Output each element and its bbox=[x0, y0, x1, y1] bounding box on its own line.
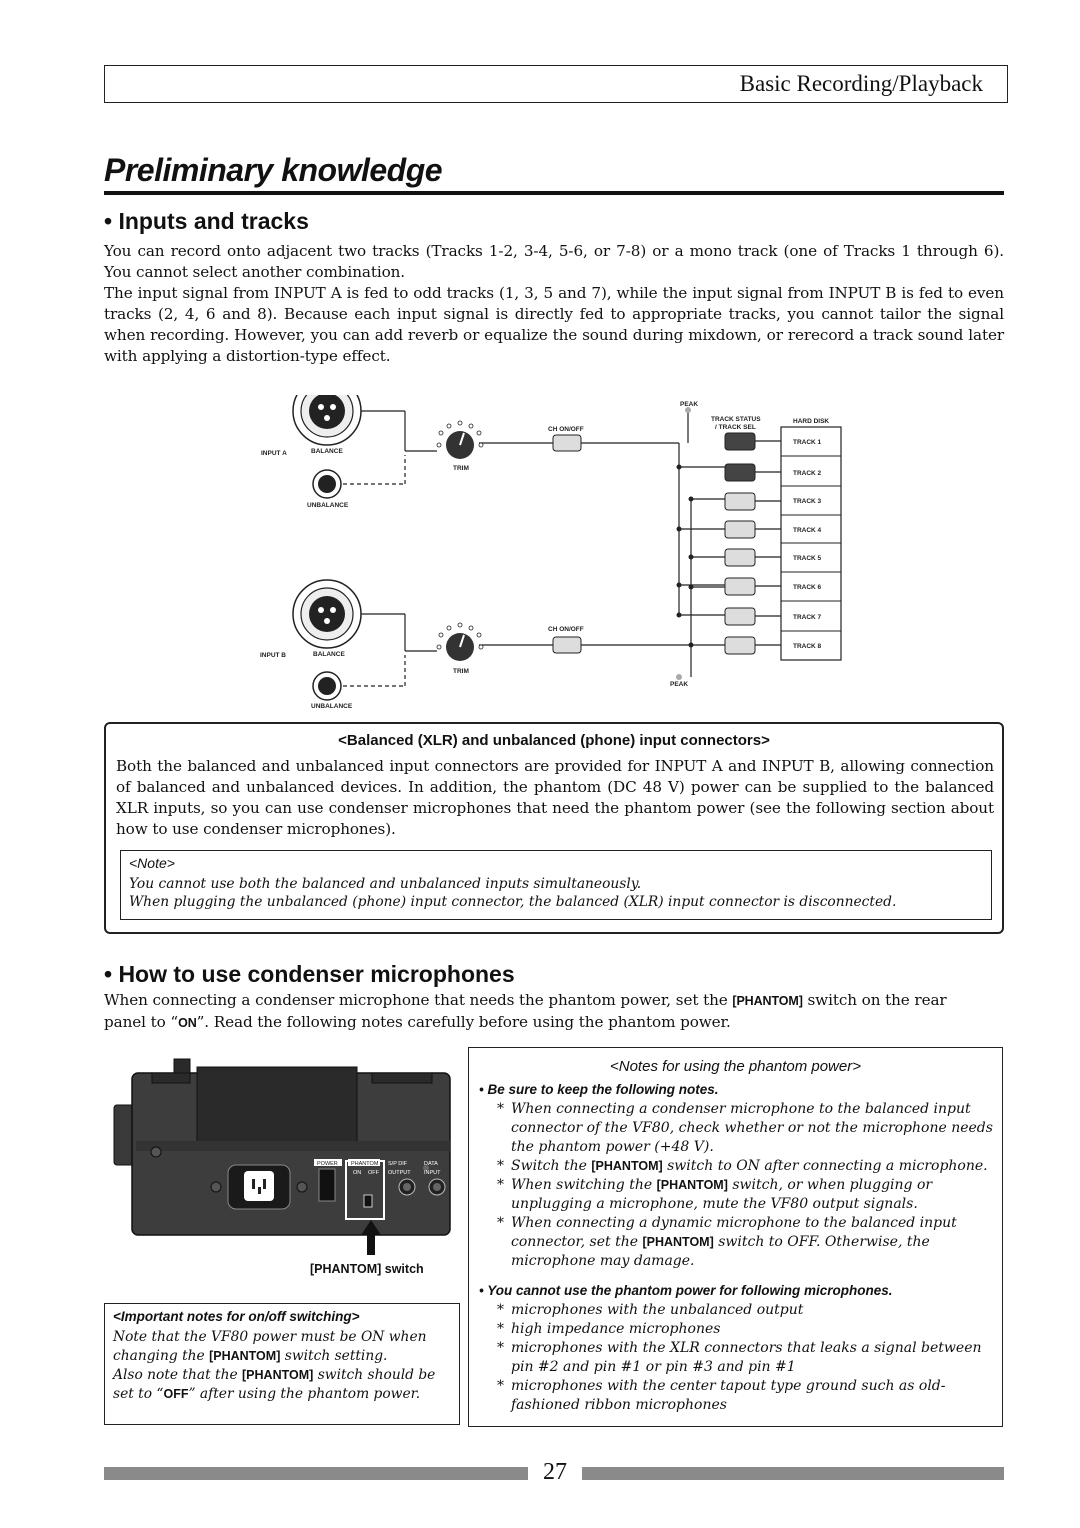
phantom-keyword: [PHANTOM] bbox=[209, 1349, 281, 1363]
track-label: TRACK 6 bbox=[793, 584, 822, 591]
text-run: changing the bbox=[113, 1348, 210, 1364]
phantom-keyword: [PHANTOM] bbox=[642, 1235, 714, 1249]
text-run: When connecting a condenser microphone that needs the phantom power, set the bbox=[104, 991, 733, 1009]
text-run: switch on the rear bbox=[802, 991, 947, 1009]
phantom-notes-title: <Notes for using the phantom power> bbox=[610, 1058, 861, 1075]
paragraph-input-routing: The input signal from INPUT A is fed to odd tracks (1, 3, 5 and 7), while the input signal from INPUT B is fed to even tracks (2, 4, 6 and 8). Because each input signal is directly fed to appropriate tracks, you cannot tailor the signal when recording. However, you can add reverb or equalize the sound during mixdown, or rerecord a track sound later with applying a distortion-type effect. bbox=[104, 284, 1004, 365]
track-label: TRACK 5 bbox=[793, 555, 822, 562]
important-line bbox=[113, 1367, 435, 1383]
rear-power-label: POWER bbox=[317, 1161, 338, 1167]
input-a-label: INPUT A bbox=[261, 450, 287, 457]
important-line: Note that the VF80 power must be ON when bbox=[113, 1329, 427, 1345]
text-run: switch to ON after connecting a microphone. bbox=[662, 1158, 988, 1174]
note-line: You cannot use both the balanced and unbalanced inputs simultaneously. bbox=[129, 876, 642, 892]
heading-inputs-and-tracks: • Inputs and tracks bbox=[104, 208, 309, 234]
signal-flow-diagram bbox=[255, 395, 855, 715]
title-rule bbox=[104, 191, 1004, 195]
phantom-note-line bbox=[511, 1234, 930, 1250]
text-run: Also note that the bbox=[113, 1367, 243, 1383]
phantom-switch-caption: [PHANTOM] switch bbox=[310, 1262, 424, 1276]
text-run: set to “ bbox=[113, 1386, 164, 1402]
phantom-note-line: microphones with the XLR connectors that leaks a signal between bbox=[511, 1340, 982, 1356]
text-run: connector, set the bbox=[511, 1234, 643, 1250]
note-title: <Note> bbox=[129, 855, 175, 871]
track-label: TRACK 4 bbox=[793, 527, 822, 534]
note-line: When plugging the unbalanced (phone) input connector, the balanced (XLR) input connector is disconnected. bbox=[129, 894, 897, 910]
phantom-note-line: microphones with the unbalanced output bbox=[511, 1302, 804, 1318]
text-run: ” after using the phantom power. bbox=[188, 1386, 421, 1402]
phantom-note-line: microphones with the center tapout type ground such as old- bbox=[511, 1378, 946, 1394]
trim-label-b: TRIM bbox=[453, 668, 469, 675]
phantom-note-line: pin #2 and pin #1 or pin #3 and pin #1 bbox=[511, 1359, 796, 1375]
text-run: Switch the bbox=[511, 1158, 592, 1174]
bullet-star: * bbox=[497, 1101, 504, 1117]
balance-label-b: BALANCE bbox=[313, 651, 345, 658]
section-header-title: Basic Recording/Playback bbox=[739, 71, 983, 96]
phantom-notes-box bbox=[468, 1047, 1003, 1427]
phantom-note-line: When connecting a condenser microphone to the balanced input bbox=[511, 1101, 971, 1117]
track-label: TRACK 8 bbox=[793, 643, 822, 650]
phantom-note-line: When connecting a dynamic microphone to the balanced input bbox=[511, 1215, 957, 1231]
phantom-keyword: [PHANTOM] bbox=[732, 994, 803, 1008]
track-label: TRACK 3 bbox=[793, 498, 822, 505]
page-title: Preliminary knowledge bbox=[104, 152, 443, 188]
bullet-star: * bbox=[497, 1340, 504, 1356]
peak-label-b: PEAK bbox=[670, 681, 689, 688]
phantom-keyword: [PHANTOM] bbox=[591, 1159, 663, 1173]
header-box bbox=[104, 65, 1008, 103]
off-keyword: OFF bbox=[163, 1387, 189, 1401]
text-run: switch setting. bbox=[280, 1348, 388, 1364]
text-run: When switching the bbox=[511, 1177, 657, 1193]
footer-bar-left bbox=[104, 1467, 528, 1480]
important-line bbox=[113, 1386, 420, 1402]
rear-input-label: INPUT bbox=[424, 1170, 441, 1176]
bullet-star: * bbox=[497, 1158, 504, 1174]
balance-label-a: BALANCE bbox=[311, 448, 343, 455]
phantom-note-line: the phantom power (+48 V). bbox=[511, 1139, 714, 1155]
rear-panel-illustration bbox=[112, 1055, 452, 1285]
phantom-note-line: fashioned ribbon microphones bbox=[511, 1397, 727, 1413]
rear-off-label: OFF bbox=[368, 1170, 379, 1176]
important-line bbox=[113, 1348, 387, 1364]
rear-output-label: OUTPUT bbox=[388, 1170, 411, 1176]
trim-label-a: TRIM bbox=[453, 465, 469, 472]
on-keyword: ON bbox=[178, 1016, 197, 1030]
rear-on-label: ON bbox=[353, 1170, 362, 1176]
bullet-star: * bbox=[497, 1302, 504, 1318]
rear-spdif-label: S/P DIF bbox=[388, 1161, 408, 1167]
ch-onoff-label-a: CH ON/OFF bbox=[548, 426, 584, 433]
footer-bar-right bbox=[582, 1467, 1004, 1480]
text-run: panel to “ bbox=[104, 1013, 179, 1031]
phantom-subheading: • Be sure to keep the following notes. bbox=[479, 1082, 719, 1097]
phantom-note-line: connector of the VF80, check whether or not the microphone needs bbox=[511, 1120, 993, 1136]
track-label: TRACK 1 bbox=[793, 439, 822, 446]
phantom-keyword: [PHANTOM] bbox=[656, 1178, 728, 1192]
bullet-star: * bbox=[497, 1321, 504, 1337]
text-run: ”. Read the following notes carefully before using the phantom power. bbox=[196, 1013, 731, 1031]
rear-phantom-label: PHANTOM bbox=[351, 1161, 379, 1167]
paragraph-tracks: You can record onto adjacent two tracks (Tracks 1-2, 3-4, 5-6, or 7-8) or a mono track (one of Tracks 1 through 6). You cannot select another combination. bbox=[104, 242, 1004, 281]
important-notes-title: <Important notes for on/off switching> bbox=[113, 1309, 360, 1324]
ch-onoff-label-b: CH ON/OFF bbox=[548, 626, 584, 633]
connectors-box-title: <Balanced (XLR) and unbalanced (phone) input connectors> bbox=[338, 732, 770, 749]
text-run: switch should be bbox=[313, 1367, 436, 1383]
phantom-keyword: [PHANTOM] bbox=[242, 1368, 314, 1382]
phantom-note-line: high impedance microphones bbox=[511, 1321, 721, 1337]
paragraph-condenser bbox=[104, 990, 1004, 1034]
phantom-note-line bbox=[511, 1158, 988, 1174]
connectors-box-body: Both the balanced and unbalanced input connectors are provided for INPUT A and INPUT B, allowing connection of balanced and unbalanced devices. In addition, the phantom (DC 48 V) power can be supplied to the balanced XLR inputs, so you can use condenser microphones that need the phantom power (see the following section about how to use condenser microphones). bbox=[116, 757, 994, 838]
track-sel-label: / TRACK SEL bbox=[715, 424, 756, 431]
connectors-info-box bbox=[104, 722, 1004, 934]
text-run: switch, or when plugging or bbox=[727, 1177, 933, 1193]
text-run: switch to OFF. Otherwise, the bbox=[713, 1234, 930, 1250]
track-status-label: TRACK STATUS bbox=[711, 416, 761, 423]
note-box bbox=[120, 850, 992, 920]
track-label: TRACK 2 bbox=[793, 470, 822, 477]
page-number: 27 bbox=[543, 1459, 567, 1485]
hard-disk-label: HARD DISK bbox=[793, 418, 830, 425]
input-b-label: INPUT B bbox=[260, 652, 286, 659]
phantom-subheading: • You cannot use the phantom power for following microphones. bbox=[479, 1283, 893, 1298]
important-notes-box bbox=[104, 1303, 460, 1425]
unbalance-label-b: UNBALANCE bbox=[311, 703, 353, 710]
phantom-note-line bbox=[511, 1177, 932, 1193]
track-label: TRACK 7 bbox=[793, 614, 822, 621]
rear-data-label: DATA bbox=[424, 1161, 438, 1167]
phantom-note-line: unplugging a microphone, mute the VF80 output signals. bbox=[511, 1196, 918, 1212]
bullet-star: * bbox=[497, 1177, 504, 1193]
phantom-note-line: microphone may damage. bbox=[511, 1253, 695, 1269]
bullet-star: * bbox=[497, 1215, 504, 1231]
peak-label-a: PEAK bbox=[680, 401, 699, 408]
unbalance-label-a: UNBALANCE bbox=[307, 502, 349, 509]
bullet-star: * bbox=[497, 1378, 504, 1394]
heading-condenser-microphones: • How to use condenser microphones bbox=[104, 961, 515, 987]
